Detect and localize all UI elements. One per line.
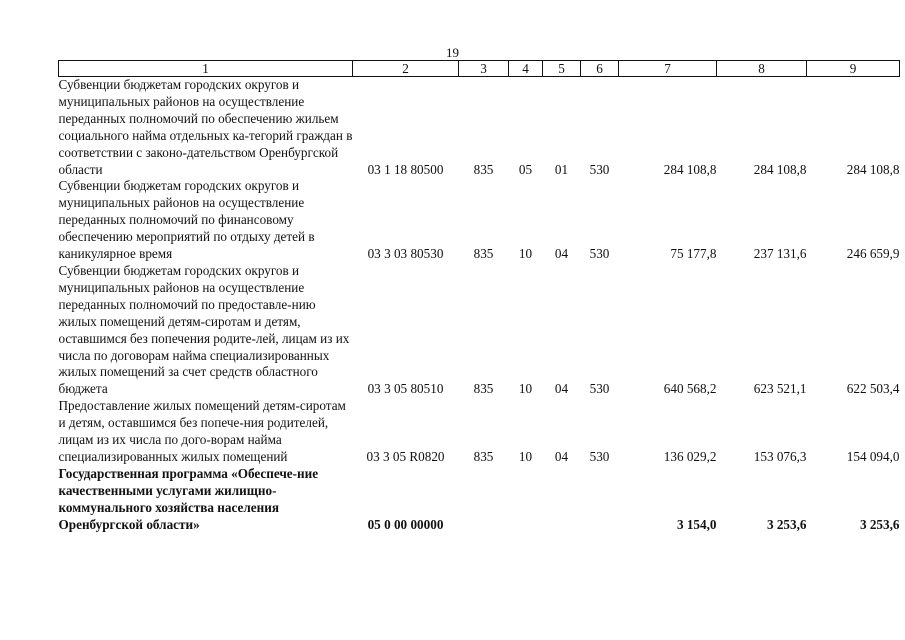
- row-value-8: 284 108,8: [753, 161, 807, 177]
- row-code: 03 3 05 80510: [367, 381, 444, 397]
- row-col4: 05: [518, 161, 533, 177]
- table-row: [59, 77, 900, 179]
- row-description: Государственная программа «Обеспече-ние качественными услугами жилищно-коммунального хозяйства населения Оренбургской области»: [58, 465, 319, 532]
- page-number: 19: [446, 45, 459, 60]
- table-row: [59, 398, 900, 466]
- header-cell: 7: [619, 61, 717, 77]
- table-row: [59, 263, 900, 398]
- row-value-8: 153 076,3: [753, 448, 807, 464]
- row-col6: 530: [589, 448, 610, 464]
- header-cell: 1: [59, 61, 353, 77]
- table-row: [59, 178, 900, 263]
- row-code: 05 0 00 00000: [367, 516, 444, 532]
- row-description: Субвенции бюджетам городских округов и муниципальных районов на осуществление переданных полномочий по обеспечению жильем социального найма отдельных ка-тегорий граждан в соответствии с законо-дательством Оренбургской области: [58, 77, 353, 177]
- row-value-7: 284 108,8: [663, 161, 717, 177]
- row-value-7: 136 029,2: [663, 448, 717, 464]
- row-col5: [543, 466, 581, 534]
- header-cell: 4: [509, 61, 543, 77]
- budget-table: [58, 60, 900, 533]
- row-col3: 835: [473, 448, 494, 464]
- row-col4: [509, 466, 543, 534]
- row-description: Субвенции бюджетам городских округов и муниципальных районов на осуществление переданных полномочий по финансовому обеспечению мероприятий по отдыху детей в каникулярное время: [58, 178, 315, 262]
- row-col5: 01: [554, 161, 569, 177]
- row-value-7: 75 177,8: [670, 246, 717, 262]
- row-description: Предоставление жилых помещений детям-сиротам и детям, оставшимся без попече-ния родителей, лицам из их числа по дого-ворам найма специализированных жилых помещений: [58, 398, 346, 464]
- row-col6: [581, 466, 619, 534]
- row-col6: 530: [589, 161, 610, 177]
- table-header-row: [59, 61, 900, 77]
- row-value-8: 623 521,1: [753, 381, 807, 397]
- row-description: Субвенции бюджетам городских округов и муниципальных районов на осуществление переданных полномочий по предоставле-нию жилых помещений детям-сиротам и детям, оставшимся без попечения родите-лей, лицам из их числа по договорам найма специализированных жилых помещений за счет средств областного бюджета: [58, 262, 350, 397]
- row-value-9: 622 503,4: [846, 381, 900, 397]
- row-col3: 835: [473, 381, 494, 397]
- row-code: 03 1 18 80500: [367, 161, 444, 177]
- row-col6: 530: [589, 246, 610, 262]
- row-value-7: 3 154,0: [676, 516, 717, 532]
- row-value-8: 3 253,6: [766, 516, 807, 532]
- row-value-7: 640 568,2: [663, 381, 717, 397]
- header-cell: 9: [807, 61, 900, 77]
- row-col5: 04: [554, 246, 569, 262]
- header-cell: 6: [581, 61, 619, 77]
- table-row-program-total: [59, 466, 900, 534]
- row-col4: 10: [518, 381, 533, 397]
- row-code: 03 3 05 R0820: [366, 448, 445, 464]
- header-cell: 8: [717, 61, 807, 77]
- row-value-9: 246 659,9: [846, 246, 900, 262]
- row-value-9: 3 253,6: [859, 516, 900, 532]
- row-col3: [459, 466, 509, 534]
- row-code: 03 3 03 80530: [367, 246, 444, 262]
- row-col4: 10: [518, 246, 533, 262]
- row-value-9: 284 108,8: [846, 161, 900, 177]
- row-col5: 04: [554, 381, 569, 397]
- header-cell: 5: [543, 61, 581, 77]
- row-value-9: 154 094,0: [846, 448, 900, 464]
- header-cell: 2: [353, 61, 459, 77]
- row-col3: 835: [473, 161, 494, 177]
- row-col5: 04: [554, 448, 569, 464]
- row-col3: 835: [473, 246, 494, 262]
- row-col6: 530: [589, 381, 610, 397]
- row-col4: 10: [518, 448, 533, 464]
- header-cell: 3: [459, 61, 509, 77]
- row-value-8: 237 131,6: [753, 246, 807, 262]
